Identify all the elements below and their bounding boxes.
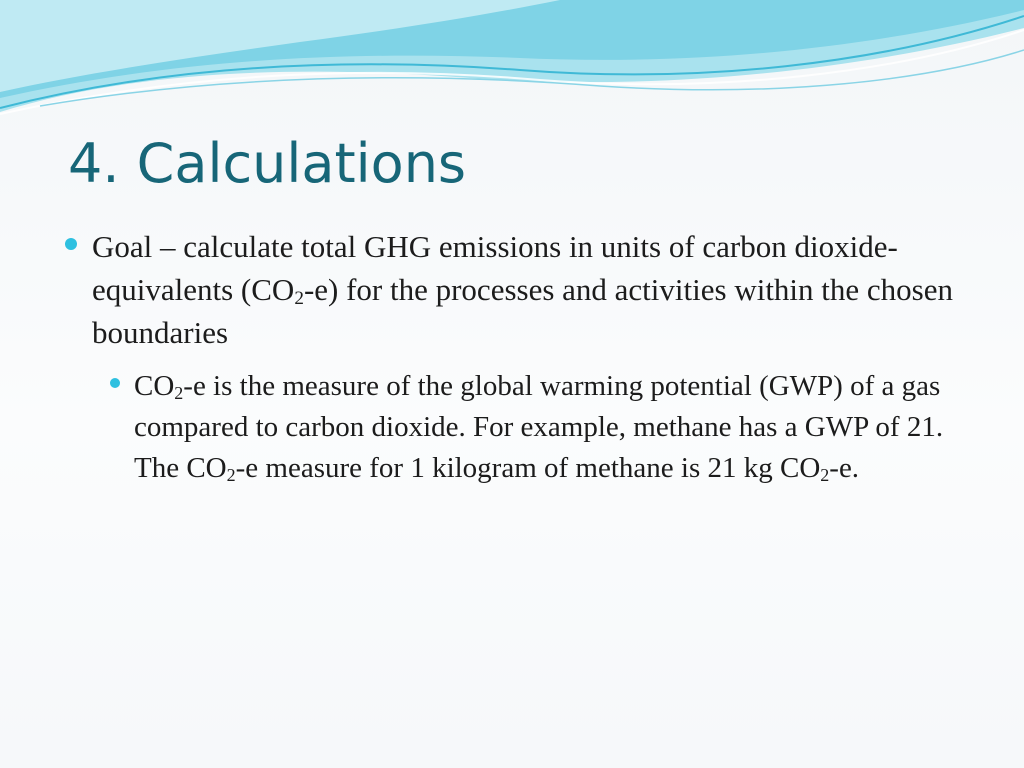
sub-bullet-text: CO bbox=[134, 370, 175, 402]
sub-bullet-text-cont: -e is the measure of the global warming potential (GWP) of a gas compared to carbon dioxide. For example, methane has a GWP of 21. The CO bbox=[134, 370, 944, 484]
sub-bullet-text-end: -e. bbox=[829, 452, 860, 484]
sub-bullet-co2e-definition bbox=[134, 366, 994, 489]
sub-bullet-text-cont: -e measure for 1 kilogram of methane is 21 kg CO bbox=[235, 452, 821, 484]
bullet-dot-icon bbox=[65, 238, 77, 250]
subscript-2: 2 bbox=[226, 464, 236, 485]
subscript-2: 2 bbox=[820, 464, 830, 485]
decorative-wave-header bbox=[0, 0, 1024, 130]
subscript-2: 2 bbox=[294, 288, 304, 310]
subscript-2: 2 bbox=[174, 382, 184, 403]
sub-bullet-dot-icon bbox=[110, 378, 120, 388]
bullet-goal-text: Goal – calculate total GHG emissions in units of carbon dioxide-equivalents (CO bbox=[92, 229, 898, 307]
bullet-goal-text-cont: -e) for the processes and activities within the chosen boundaries bbox=[92, 272, 953, 350]
slide-title: 4. Calculations bbox=[68, 132, 467, 195]
bullet-goal bbox=[92, 225, 992, 354]
